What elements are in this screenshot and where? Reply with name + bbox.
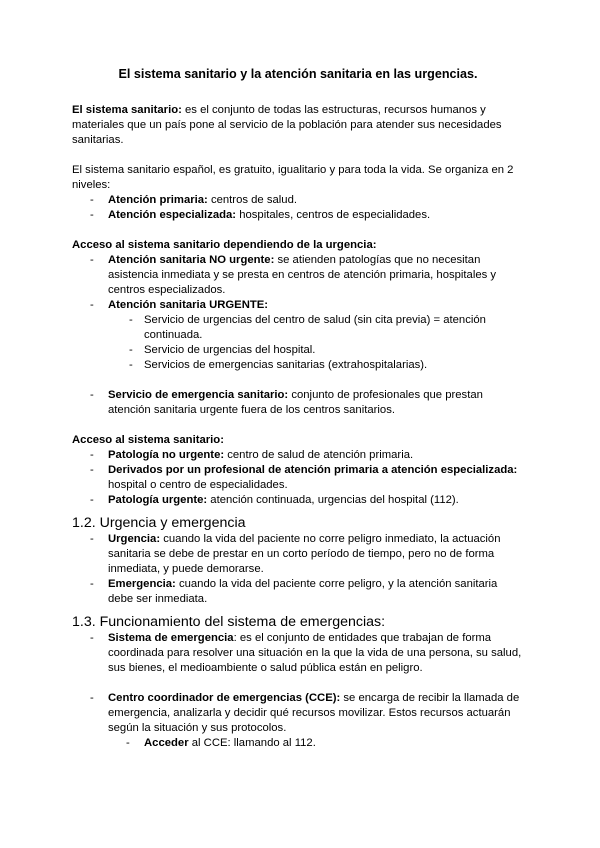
definition-term: El sistema sanitario: <box>72 104 182 116</box>
dash-marker: - <box>90 299 94 311</box>
dash-marker: - <box>90 692 94 704</box>
list-item: - Servicio de urgencias del centro de salud (sin cita previa) = atención continuada. <box>129 314 486 341</box>
list-item: - Acceder al CCE: llamando al 112. <box>126 737 316 749</box>
list-item: - Atención sanitaria URGENTE: - Servicio de urgencias del centro de salud (sin cita previa) = atención continuada. - Servicio de urgencias del hospital. - Servicios de emergencias sanitarias (extrahospitalarias). <box>72 298 524 373</box>
list-item: - Sistema de emergencia: es el conjunto de entidades que trabajan de forma coordinada para resolver una situación en la que la vida de una persona, su salud, sus bienes, el medioambiente o salud pública están en peligro. <box>90 632 522 674</box>
dash-marker: - <box>90 494 94 506</box>
access-cce-list <box>72 736 524 751</box>
access-by-urgency-list <box>72 253 524 373</box>
access-by-urgency-heading: Acceso al sistema sanitario dependiendo de la urgencia: <box>72 239 377 251</box>
list-item: - Atención primaria: centros de salud. <box>90 194 297 206</box>
list-item: - Centro coordinador de emergencias (CCE): se encarga de recibir la llamada de emergencia, analizarla y decidir qué recursos movilizar. Estos recursos actuarán según la situación y sus protocolos. - Acceder al CCE: llamando al 112. <box>72 691 524 751</box>
list-item: - Servicios de emergencias sanitarias (extrahospitalarias). <box>129 359 428 371</box>
dash-marker: - <box>90 254 94 266</box>
definition-paragraph <box>72 103 524 148</box>
list-item: - Emergencia: cuando la vida del paciente corre peligro, y la atención sanitaria debe ser inmediata. <box>90 578 498 605</box>
dash-marker: - <box>90 578 94 590</box>
list-item: - Urgencia: cuando la vida del paciente no corre peligro inmediato, la actuación sanitaria se debe de prestar en un corto período de tiempo, pero no de forma inmediata, y puede demorarse. <box>90 533 501 575</box>
section-heading-1-2: 1.2. Urgencia y emergencia <box>72 515 246 531</box>
emergency-service-list <box>72 388 524 418</box>
dash-marker: - <box>90 389 94 401</box>
section-heading-1-3: 1.3. Funcionamiento del sistema de emergencias: <box>72 614 386 630</box>
dash-marker: - <box>129 314 133 326</box>
list-item: - Servicio de emergencia sanitario: conjunto de profesionales que prestan atención sanitaria urgente fuera de los centros sanitarios. <box>90 389 483 416</box>
document-title: El sistema sanitario y la atención sanitaria en las urgencias. <box>118 67 478 81</box>
list-item: - Patología no urgente: centro de salud de atención primaria. <box>90 449 414 461</box>
dash-marker: - <box>129 359 133 371</box>
document-page <box>72 66 524 751</box>
dash-marker: - <box>90 464 94 476</box>
dash-marker: - <box>90 194 94 206</box>
coordination-center-list <box>72 691 524 751</box>
access-heading: Acceso al sistema sanitario: <box>72 434 224 446</box>
list-item: - Derivados por un profesional de atención primaria a atención especializada: hospital o centro de especialidades. <box>90 464 518 491</box>
list-item: - Atención especializada: hospitales, centros de especialidades. <box>90 209 431 221</box>
emergency-system-list <box>72 631 524 676</box>
list-item: - Patología urgente: atención continuada, urgencias del hospital (112). <box>90 494 459 506</box>
dash-marker: - <box>126 737 130 749</box>
access-list <box>72 448 524 508</box>
levels-list <box>72 193 524 223</box>
dash-marker: - <box>129 344 133 356</box>
dash-marker: - <box>90 209 94 221</box>
list-item: - Atención sanitaria NO urgente: se atienden patologías que no necesitan asistencia inmediata y se presta en centros de atención primaria, hospitales y centros especializados. <box>90 254 497 296</box>
list-item: - Servicio de urgencias del hospital. <box>129 344 316 356</box>
definition-text: es el conjunto de todas las estructuras, recursos humanos y materiales que un país pone al servicio de la población para atender sus necesidades sanitarias. <box>72 104 502 146</box>
urgency-emergency-list <box>72 532 524 607</box>
urgent-services-list <box>72 313 524 373</box>
spain-system-paragraph: El sistema sanitario español, es gratuito, igualitario y para toda la vida. Se organiza en 2 niveles: <box>72 164 514 191</box>
dash-marker: - <box>90 449 94 461</box>
dash-marker: - <box>90 632 94 644</box>
dash-marker: - <box>90 533 94 545</box>
